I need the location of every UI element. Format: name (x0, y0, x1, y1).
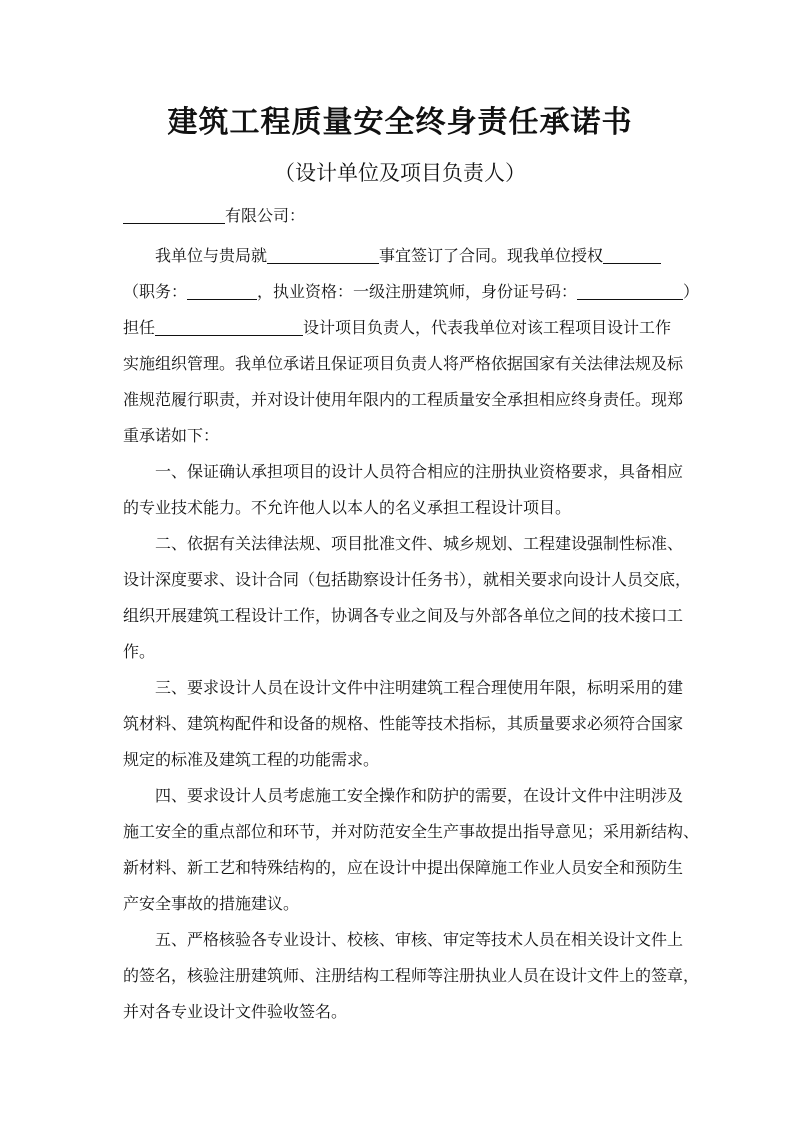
intro-text: （职务： (123, 282, 188, 301)
id-number-blank[interactable] (577, 281, 683, 300)
addressee-line (123, 204, 683, 228)
intro-line-1 (123, 244, 683, 268)
clause-4-line-1: 四、要求设计人员考虑施工安全操作和防护的需要，在设计文件中注明涉及 (155, 786, 684, 805)
intro-text: 我单位与贵局就 (155, 246, 268, 265)
clause-3-line-2: 筑材料、建筑构配件和设备的规格、性能等技术指标，其质量要求必须符合国家 (123, 714, 684, 733)
clause-1-line-2: 的专业技术能力。不允许他人以本人的名义承担工程设计项目。 (123, 498, 572, 517)
document-title: 建筑工程质量安全终身责任承诺书 (167, 105, 633, 140)
clause-4-line-4: 产安全事故的措施建议。 (123, 894, 300, 913)
clause-5-line-1: 五、严格核验各专业设计、校核、审核、审定等技术人员在相关设计文件上 (155, 930, 684, 949)
intro-line-4: 实施组织管理。我单位承诺且保证项目负责人将严格依据国家有关法律法规及标 (123, 354, 684, 373)
intro-text: ，执业资格：一级注册建筑师，身份证号码： (257, 282, 578, 301)
clause-2-line-1: 二、依据有关法律法规、项目批准文件、城乡规划、工程建设强制性标准、 (155, 534, 684, 553)
clause-3-line-1: 三、要求设计人员在设计文件中注明建筑工程合理使用年限，标明采用的建 (155, 678, 684, 697)
intro-text: 担任 (123, 318, 156, 337)
clause-4-line-2: 施工安全的重点部位和环节，并对防范安全生产事故提出指导意见；采用新结构、 (123, 822, 700, 841)
company-name-blank[interactable] (123, 205, 225, 224)
authorized-person-blank[interactable] (603, 245, 661, 264)
intro-line-2 (123, 280, 700, 304)
clause-2-line-4: 作。 (123, 642, 156, 661)
clause-5-line-3: 并对各专业设计文件验收签名。 (123, 1002, 348, 1021)
intro-text: 设计项目负责人，代表我单位对该工程项目设计工作 (303, 318, 672, 337)
clause-1-line-1: 一、保证确认承担项目的设计人员符合相应的注册执业资格要求，具备相应 (155, 462, 684, 481)
intro-line-3 (123, 316, 683, 340)
intro-text: ） (683, 282, 700, 301)
document-subtitle: （设计单位及项目负责人） (274, 161, 526, 185)
intro-text: 事宜签订了合同。现我单位授权 (379, 246, 604, 265)
clause-4-line-3: 新材料、新工艺和特殊结构的，应在设计中提出保障施工作业人员安全和预防生 (123, 858, 684, 877)
clause-3-line-3: 规定的标准及建筑工程的功能需求。 (123, 750, 380, 769)
intro-line-5: 准规范履行职责，并对设计使用年限内的工程质量安全承担相应终身责任。现郑 (123, 390, 684, 409)
matter-blank[interactable] (267, 245, 379, 264)
project-name-blank[interactable] (155, 317, 303, 336)
clause-2-line-2: 设计深度要求、设计合同（包括勘察设计任务书），就相关要求向设计人员交底， (123, 570, 692, 589)
intro-line-6: 重承诺如下： (123, 426, 220, 445)
clause-5-line-2: 的签名，核验注册建筑师、注册结构工程师等注册执业人员在设计文件上的签章， (123, 966, 700, 985)
position-blank[interactable] (187, 281, 257, 300)
addressee-suffix: 有限公司： (225, 206, 306, 225)
clause-2-line-3: 组织开展建筑工程设计工作，协调各专业之间及与外部各单位之间的技术接口工 (123, 606, 684, 625)
